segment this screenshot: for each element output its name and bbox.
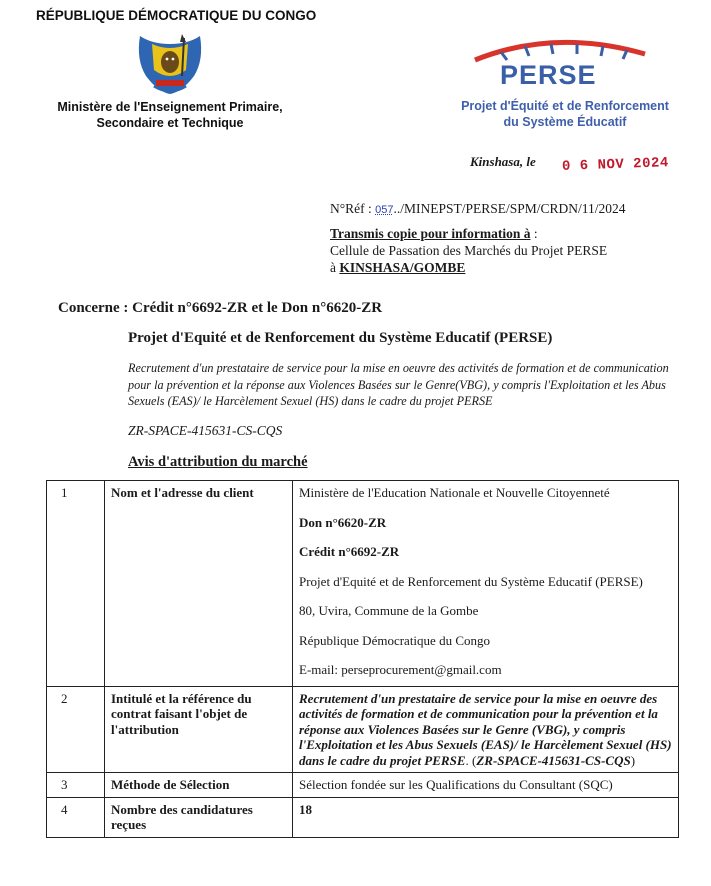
client-ministry: Ministère de l'Education Nationale et Nouvelle Citoyenneté [299, 485, 610, 500]
client-project: Projet d'Equité et de Renforcement du Système Educatif (PERSE) [299, 573, 643, 589]
row-label: Nombre des candidatures reçues [105, 797, 293, 837]
table-row [47, 686, 679, 773]
row-number: 3 [47, 773, 105, 798]
ministry-line-2: Secondaire et Technique [96, 116, 244, 130]
project-line-1: Projet d'Équité et de Renforcement [461, 99, 669, 113]
country-name: RÉPUBLIQUE DÉMOCRATIQUE DU CONGO [36, 8, 317, 23]
client-credit: Crédit n°6692-ZR [299, 544, 400, 559]
date-stamp: 0 6 NOV 2024 [561, 155, 670, 175]
notice-title: Avis d'attribution du marché [128, 454, 308, 470]
ref-suffix: ../MINEPST/PERSE/SPM/CRDN/11/2024 [393, 201, 626, 216]
project-description: Recrutement d'un prestataire de service pour la mise en oeuvre des activités de formation et de communication pour la prévention et la réponse aux Violences Basées sur le Genre(VBG), y compris l'Exploitation et les Abus Sexuels (EAS)/ le Harcèlement Sexuel (HS) dans le cadre du projet PERSE [128, 361, 669, 408]
row-number: 4 [47, 797, 105, 837]
ministry-name [40, 99, 300, 131]
transmission-block [330, 225, 607, 276]
client-email: E-mail: perseprocurement@gmail.com [299, 662, 502, 677]
row-label: Nom et l'adresse du client [105, 481, 293, 687]
ref-handwritten-number: 057 [375, 204, 394, 216]
contract-code: ZR-SPACE-415631-CS-CQS [476, 752, 631, 768]
client-don: Don n°6620-ZR [299, 514, 387, 530]
client-address: 80, Uvira, Commune de la Gombe [299, 603, 479, 618]
contract-title-sep: . ( [465, 752, 477, 768]
contract-title [293, 686, 679, 773]
applications-count: 18 [293, 797, 679, 837]
transmis-place: KINSHASA/GOMBE [339, 260, 466, 275]
reference-number [330, 201, 626, 217]
ref-prefix: N°Réf : [330, 201, 376, 216]
table-row [47, 481, 679, 687]
project-title: Projet d'Equité et de Renforcement du Système Educatif (PERSE) [128, 330, 553, 346]
drc-coat-of-arms-emblem [132, 30, 208, 98]
transmis-title: Transmis copie pour information à [330, 226, 531, 241]
selection-method: Sélection fondée sur les Qualifications du Consultant (SQC) [293, 773, 679, 798]
row-number: 1 [47, 481, 105, 687]
subject-line: Concerne : Crédit n°6692-ZR et le Don n°6620-ZR [58, 300, 383, 316]
place-label: Kinshasa, le [470, 154, 536, 169]
contract-title-end: ) [630, 752, 636, 768]
award-table [46, 480, 679, 838]
perse-logo-word: PERSE [500, 60, 597, 90]
client-details [293, 481, 679, 687]
row-label: Méthode de Sélection [105, 773, 293, 798]
transmis-recipient: Cellule de Passation des Marchés du Projet PERSE [330, 243, 608, 258]
row-label: Intitulé et la référence du contrat faisant l'objet de l'attribution [105, 686, 293, 773]
table-row [47, 773, 679, 798]
project-line-2: du Système Éducatif [503, 115, 627, 129]
project-name-header [430, 98, 700, 130]
table-row [47, 797, 679, 837]
transmis-place-prefix: à [330, 260, 340, 275]
transmis-colon: : [530, 226, 538, 241]
contract-title-text: Recrutement d'un prestataire de service pour la mise en oeuvre des activités de formation et de communication pour la prévention et la réponse aux Violences Basées sur le Genre (VBG), y compris l'Exploitation et les Abus Sexuels (EAS)/ le Harcèlement Sexuel (HS) dans le cadre du projet PERSE [299, 690, 672, 768]
client-country: République Démocratique du Congo [299, 632, 490, 648]
row-number: 2 [47, 686, 105, 773]
ministry-line-1: Ministère de l'Enseignement Primaire, [57, 100, 283, 114]
reference-code: ZR-SPACE-415631-CS-CQS [128, 423, 283, 438]
